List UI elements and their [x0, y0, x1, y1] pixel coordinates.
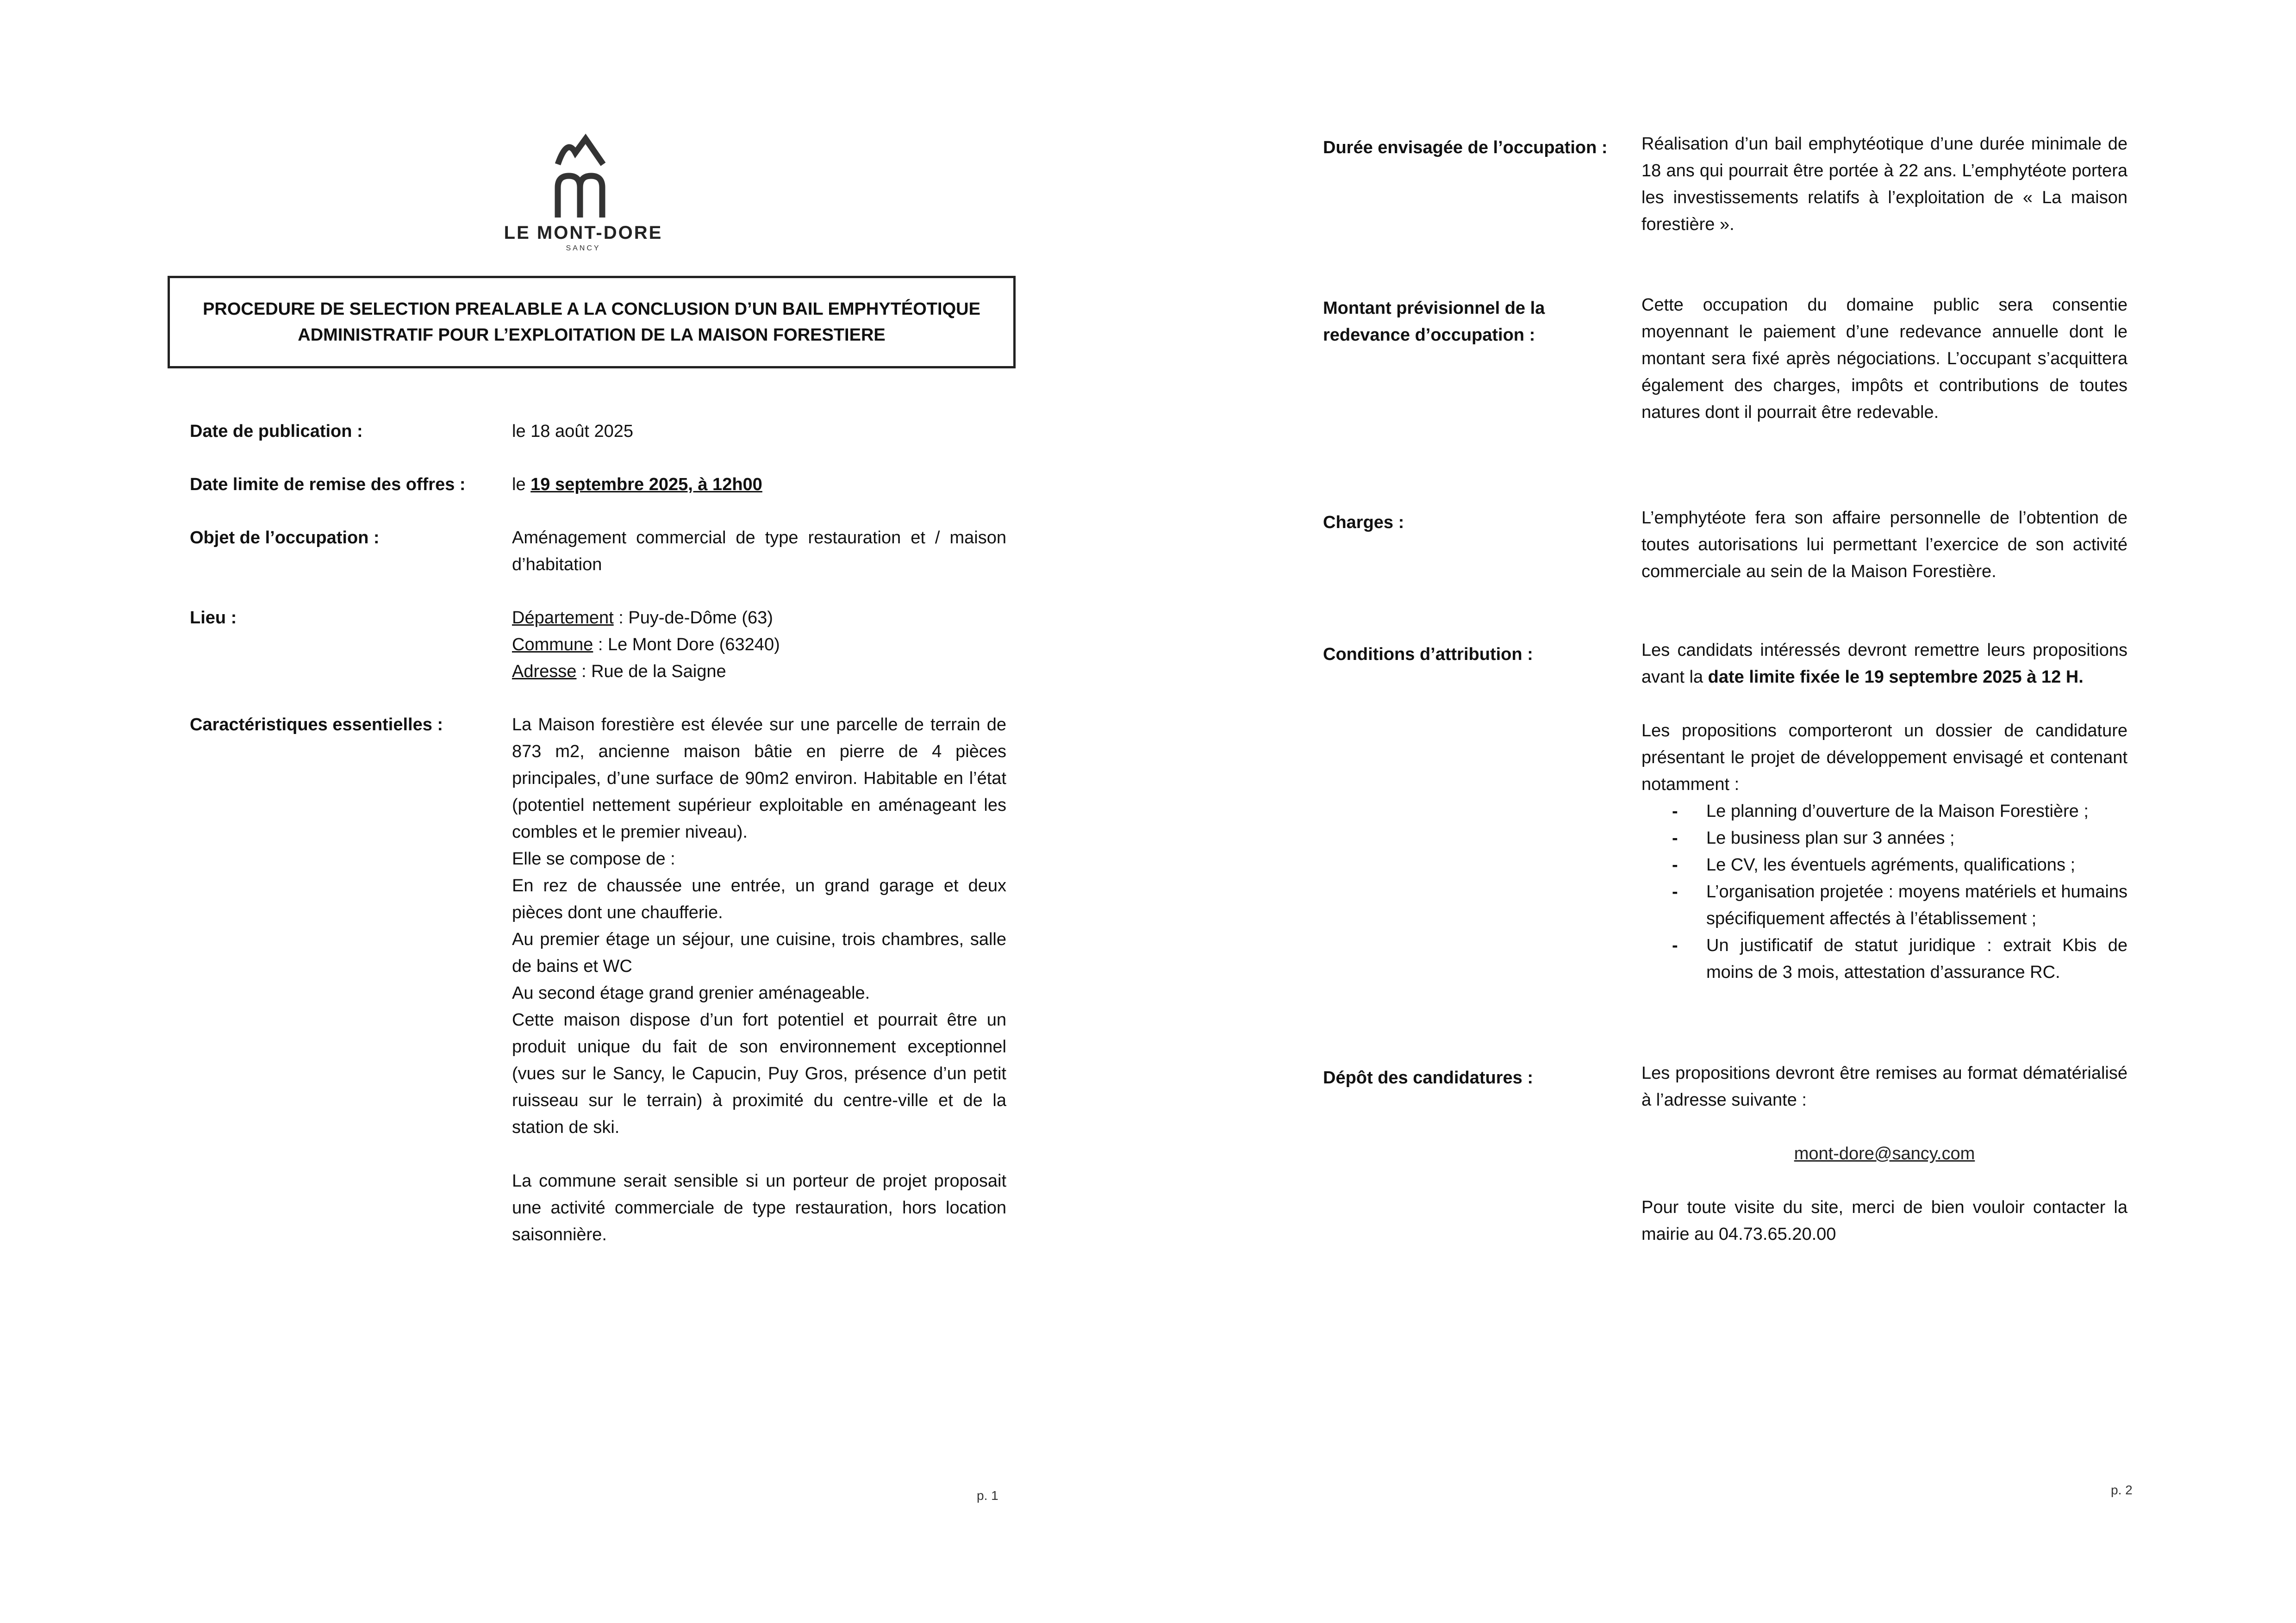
logo-name: LE MONT-DORE: [504, 223, 663, 243]
charges-value: L’emphytéote fera son affaire personnelle de l’obtention de toutes autorisations lui permettant l’exercice de son activité commerciale au sein de la Maison Forestière.: [1641, 508, 2128, 581]
visit-contact-text: Pour toute visite du site, merci de bien vouloir contacter la mairie au 04.73.65.20.00: [1641, 1198, 2128, 1244]
deadline-date: 19 septembre 2025, à 12h00: [530, 475, 762, 494]
list-item: - Un justificatif de statut juridique : extrait Kbis de moins de 3 mois, attestation d’assurance RC.: [1641, 932, 2128, 986]
logo-subtitle: SANCY: [566, 244, 601, 252]
page-number-1: p. 1: [977, 1488, 998, 1503]
fee-label-line-1: Montant prévisionnel de la: [1323, 298, 1545, 318]
publication-date-label: Date de publication :: [190, 422, 363, 441]
fee-label-line-2: redevance d’occupation :: [1323, 325, 1535, 345]
title-line-1: PROCEDURE DE SELECTION PREALABLE A LA CONCLUSION D’UN BAIL EMPHYTÉOTIQUE: [203, 299, 980, 319]
document-title: [168, 276, 1016, 368]
duration-value: Réalisation d’un bail emphytéotique d’une durée minimale de 18 ans qui pourrait être portée à 22 ans. L’emphytéote portera les investissements relatifs à l’exploitation de « La maison forestière ».: [1641, 134, 2128, 234]
conditions-list: [1641, 798, 2128, 986]
conditions-label: Conditions d’attribution :: [1323, 645, 1533, 664]
submission-value: [1641, 1060, 2128, 1248]
page-number-2: p. 2: [2111, 1483, 2133, 1497]
list-item: - Le CV, les éventuels agréments, qualifications ;: [1641, 852, 2128, 878]
characteristics-p4: Au premier étage un séjour, une cuisine, trois chambres, salle de bains et WC: [512, 930, 1006, 976]
charges-label: Charges :: [1323, 513, 1404, 532]
object-label: Objet de l’occupation :: [190, 528, 380, 547]
location-department: Département : Puy-de-Dôme (63): [512, 608, 773, 628]
characteristics-p7: La commune serait sensible si un porteur de projet proposait une activité commerciale de type restauration, hors location saisonnière.: [512, 1171, 1006, 1244]
characteristics-p2: Elle se compose de :: [512, 849, 675, 869]
duration-label: Durée envisagée de l’occupation :: [1323, 138, 1608, 157]
characteristics-p6: Cette maison dispose d’un fort potentiel et pourrait être un produit unique du fait de son environnement exceptionnel (vues sur le Sancy, le Capucin, Puy Gros, présence d’un petit ruisseau sur le terrain) à proximité du centre-ville et de la station de ski.: [512, 1010, 1006, 1137]
characteristics-label: Caractéristiques essentielles :: [190, 715, 443, 734]
deadline-value: [512, 471, 1006, 498]
deadline-label: Date limite de remise des offres :: [190, 475, 466, 494]
characteristics-p5: Au second étage grand grenier aménageable.: [512, 983, 870, 1003]
characteristics-value: [512, 711, 1006, 1248]
list-item: - Le planning d’ouverture de la Maison Forestière ;: [1641, 798, 2128, 825]
list-item: - Le business plan sur 3 années ;: [1641, 825, 2128, 852]
conditions-p2: Les propositions comporteront un dossier de candidature présentant le projet de développement envisagé et contenant notamment :: [1641, 721, 2128, 794]
fee-value: Cette occupation du domaine public sera consentie moyennant le paiement d’une redevance annuelle dont le montant sera fixé après négociations. L’occupant s’acquittera également des charges, impôts et contributions de toutes natures dont il pourrait être redevable.: [1641, 295, 2128, 422]
characteristics-p1: La Maison forestière est élevée sur une parcelle de terrain de 873 m2, ancienne maison bâtie en pierre de 4 pièces principales, d’une surface de 90m2 environ. Habitable en l’état (potentiel nettement supérieur exploitable en aménageant les combles et le premier niveau).: [512, 715, 1006, 842]
submission-label: Dépôt des candidatures :: [1323, 1068, 1533, 1088]
location-value: [512, 604, 1006, 685]
mont-dore-logo: [500, 132, 667, 253]
submission-text: Les propositions devront être remises au format dématérialisé à l’adresse suivante :: [1641, 1063, 2128, 1110]
fee-label: [1323, 295, 1545, 348]
mountain-logo-icon: [549, 132, 618, 220]
title-line-2: ADMINISTRATIF POUR L’EXPLOITATION DE LA MAISON FORESTIERE: [298, 325, 886, 345]
deadline-prefix: le: [512, 475, 531, 494]
characteristics-p3: En rez de chaussée une entrée, un grand garage et deux pièces dont une chaufferie.: [512, 876, 1006, 922]
location-label: Lieu :: [190, 608, 237, 628]
contact-email-link[interactable]: mont-dore@sancy.com: [1794, 1144, 1975, 1163]
conditions-value: [1641, 637, 2128, 986]
object-value: Aménagement commercial de type restauration et / maison d’habitation: [512, 528, 1006, 574]
location-address: Adresse : Rue de la Saigne: [512, 662, 726, 681]
conditions-intro: Les candidats intéressés devront remettre leurs propositions avant la date limite fixée le 19 septembre 2025 à 12 H.: [1641, 640, 2128, 687]
page-2: [1148, 0, 2296, 1623]
location-commune: Commune : Le Mont Dore (63240): [512, 635, 780, 654]
publication-date-value: le 18 août 2025: [512, 422, 634, 441]
list-item: - L’organisation projetée : moyens matériels et humains spécifiquement affectés à l’établissement ;: [1641, 878, 2128, 932]
